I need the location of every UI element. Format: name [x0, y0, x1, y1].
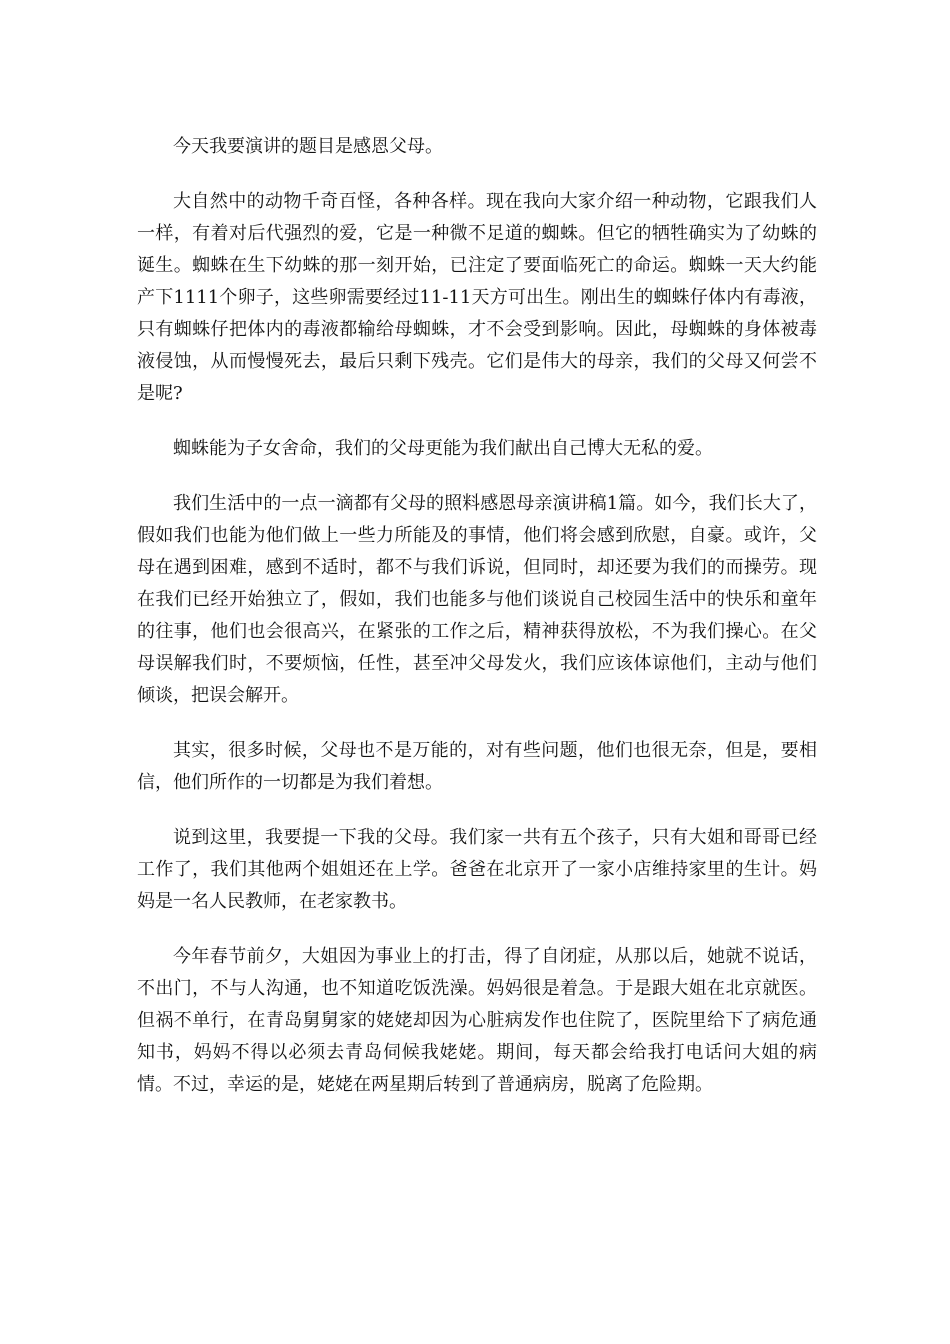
- paragraph-1: 今天我要演讲的题目是感恩父母。: [173, 136, 443, 157]
- paragraph-7: 今年春节前夕，大姐因为事业上的打击，得了自闭症，从那以后，她就不说话，不出门，不与人沟通，也不知道吃饭洗澡。妈妈很是着急。于是跟大姐在北京就医。但祸不单行，在青岛舅舅家的姥姥却因为心脏病发作也住院了，医院里给下了病危通知书，妈妈不得以必须去青岛伺候我姥姥。期间，每天都会给我打电话问大姐的病情。不过，幸运的是，姥姥在两星期后转到了普通病房，脱离了危险期。: [137, 946, 817, 1095]
- paragraph-3: 蜘蛛能为子女舍命，我们的父母更能为我们献出自己博大无私的爱。: [173, 438, 713, 459]
- paragraph-5: 其实，很多时候，父母也不是万能的，对有些问题，他们也很无奈，但是，要相信，他们所作的一切都是为我们着想。: [137, 740, 817, 793]
- paragraph-4: 我们生活中的一点一滴都有父母的照料感恩母亲演讲稿1篇。如今，我们长大了，假如我们也能为他们做上一些力所能及的事情，他们将会感到欣慰，自豪。或许，父母在遇到困难，感到不适时，都不与我们诉说，但同时，却还要为我们的而操劳。现在我们已经开始独立了，假如，我们也能多与他们谈说自己校园生活中的快乐和童年的往事，他们也会很高兴，在紧张的工作之后，精神获得放松，不为我们操心。在父母误解我们时，不要烦恼，任性，甚至冲父母发火，我们应该体谅他们，主动与他们倾谈，把误会解开。: [137, 493, 817, 706]
- paragraph-2: 大自然中的动物千奇百怪，各种各样。现在我向大家介绍一种动物，它跟我们人一样，有着对后代强烈的爱，它是一种微不足道的蜘蛛。但它的牺牲确实为了幼蛛的诞生。蜘蛛在生下幼蛛的那一刻开始，已注定了要面临死亡的命运。蜘蛛一天大约能产下1111个卵子，这些卵需要经过11-11天方可出生。刚出生的蜘蛛仔体内有毒液，只有蜘蛛仔把体内的毒液都输给母蜘蛛，才不会受到影响。因此，母蜘蛛的身体被毒液侵蚀，从而慢慢死去，最后只剩下残壳。它们是伟大的母亲，我们的父母又何尝不是呢?: [137, 191, 817, 404]
- document-body: [137, 131, 817, 1124]
- paragraph-6: 说到这里，我要提一下我的父母。我们家一共有五个孩子，只有大姐和哥哥已经工作了，我们其他两个姐姐还在上学。爸爸在北京开了一家小店维持家里的生计。妈妈是一名人民教师，在老家教书。: [137, 827, 817, 912]
